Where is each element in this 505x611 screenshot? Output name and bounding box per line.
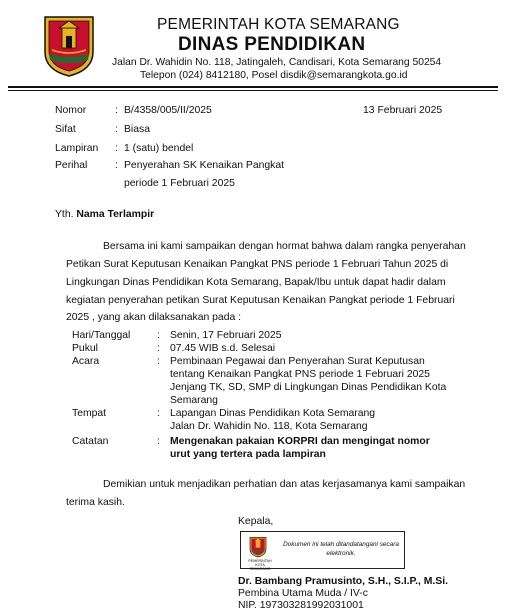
letterhead-rule-thick <box>8 86 498 88</box>
perihal-line-1: Penyerahan SK Kenaikan Pangkat <box>124 160 285 171</box>
sifat-label: Sifat <box>55 124 76 135</box>
event-agenda-line-3: Jenjang TK, SD, SMP di Lingkungan Dinas Pendidikan Kota <box>170 382 447 393</box>
event-place-label: Tempat <box>72 408 107 419</box>
address: Jalan Dr. Wahidin No. 118, Jatingaleh, Candisari, Kota Semarang 50254 <box>112 57 442 68</box>
sifat-colon: : <box>115 124 118 135</box>
event-note-label: Catatan <box>72 436 109 447</box>
nomor-colon: : <box>115 105 118 116</box>
event-date-colon: : <box>157 330 160 341</box>
lampiran-colon: : <box>115 143 118 154</box>
event-place-line-1: Lapangan Dinas Pendidikan Kota Semarang <box>170 408 376 419</box>
e-signature-emblem-icon <box>249 536 267 558</box>
recipient-prefix: Yth. <box>55 209 74 220</box>
event-agenda-line-4: Semarang <box>170 395 218 406</box>
event-place-colon: : <box>157 408 160 419</box>
event-agenda-label: Acara <box>72 356 100 367</box>
event-time-label: Pukul <box>72 343 98 354</box>
perihal-colon: : <box>115 160 118 171</box>
event-note-colon: : <box>157 436 160 447</box>
contact-line: Telepon (024) 8412180, Posel disdik@semarangkota.go.id <box>140 70 408 81</box>
event-note-line-1: Mengenakan pakaian KORPRI dan mengingat nomor <box>170 436 430 447</box>
event-note-line-2: urut yang tertera pada lampiran <box>170 449 326 460</box>
closing-line-1: Demikian untuk menjadikan perhatian dan atas kerjasamanya kami sampaikan <box>103 479 466 490</box>
event-place-line-2: Jalan Dr. Wahidin No. 118, Kota Semarang <box>170 421 368 432</box>
signatory-title: Kepala, <box>238 516 274 527</box>
event-date-label: Hari/Tanggal <box>72 330 131 341</box>
dept-name: DINAS PENDIDIKAN <box>178 34 366 55</box>
signatory-name: Dr. Bambang Pramusinto, S.H., S.I.P., M.Si. <box>238 576 448 587</box>
event-time-colon: : <box>157 343 160 354</box>
e-signature-box <box>240 531 405 569</box>
closing-line-2: terima kasih. <box>66 497 125 508</box>
recipient-name: Nama Terlampir <box>76 209 155 220</box>
lampiran-label: Lampiran <box>55 143 99 154</box>
perihal-label: Perihal <box>55 160 88 171</box>
event-agenda-line-2: tentang Kenaikan Pangkat PNS periode 1 Februari 2025 <box>170 369 430 380</box>
recipient <box>55 209 154 220</box>
event-agenda-line-1: Pembinaan Pegawai dan Penyerahan Surat Keputusan <box>170 356 425 367</box>
body-line-4: kegiatan penyerahan petikan Surat Keputusan Kenaikan Pangkat periode 1 Februari <box>66 295 455 306</box>
signatory-rank: Pembina Utama Muda / IV-c <box>238 588 368 599</box>
body-line-1: Bersama ini kami sampaikan dengan hormat bahwa dalam rangka penyerahan <box>103 241 466 252</box>
org-name: PEMERINTAH KOTA SEMARANG <box>157 16 400 33</box>
event-time: 07.45 WIB s.d. Selesai <box>170 343 276 354</box>
sifat-value: Biasa <box>124 124 150 135</box>
e-signature-note: Dokumen ini telah ditandatangani secara elektronik. <box>283 541 399 557</box>
event-date: Senin, 17 Februari 2025 <box>170 330 282 341</box>
body-line-3: Lingkungan Dinas Pendidikan Kota Semarang, Bapak/Ibu untuk dapat hadir dalam <box>66 277 446 288</box>
perihal-line-2: periode 1 Februari 2025 <box>124 178 235 189</box>
letterhead-rule-thin <box>8 90 498 91</box>
nomor-value: B/4358/005/II/2025 <box>124 105 212 116</box>
nomor-label: Nomor <box>55 105 87 116</box>
event-agenda-colon: : <box>157 356 160 367</box>
body-line-2: Petikan Surat Keputusan Kenaikan Pangkat PNS periode 1 Februari Tahun 2025 di <box>66 259 449 270</box>
e-signature-emblem-caption: PEMERINTAH KOTA SEMARANG <box>248 559 272 571</box>
letter-date: 13 Februari 2025 <box>363 105 443 116</box>
city-emblem-logo <box>42 14 96 78</box>
signatory-nip: NIP. 197303281992031001 <box>238 600 364 611</box>
body-line-5: 2025 , yang akan dilaksanakan pada : <box>66 312 242 323</box>
lampiran-value: 1 (satu) bendel <box>124 143 194 154</box>
